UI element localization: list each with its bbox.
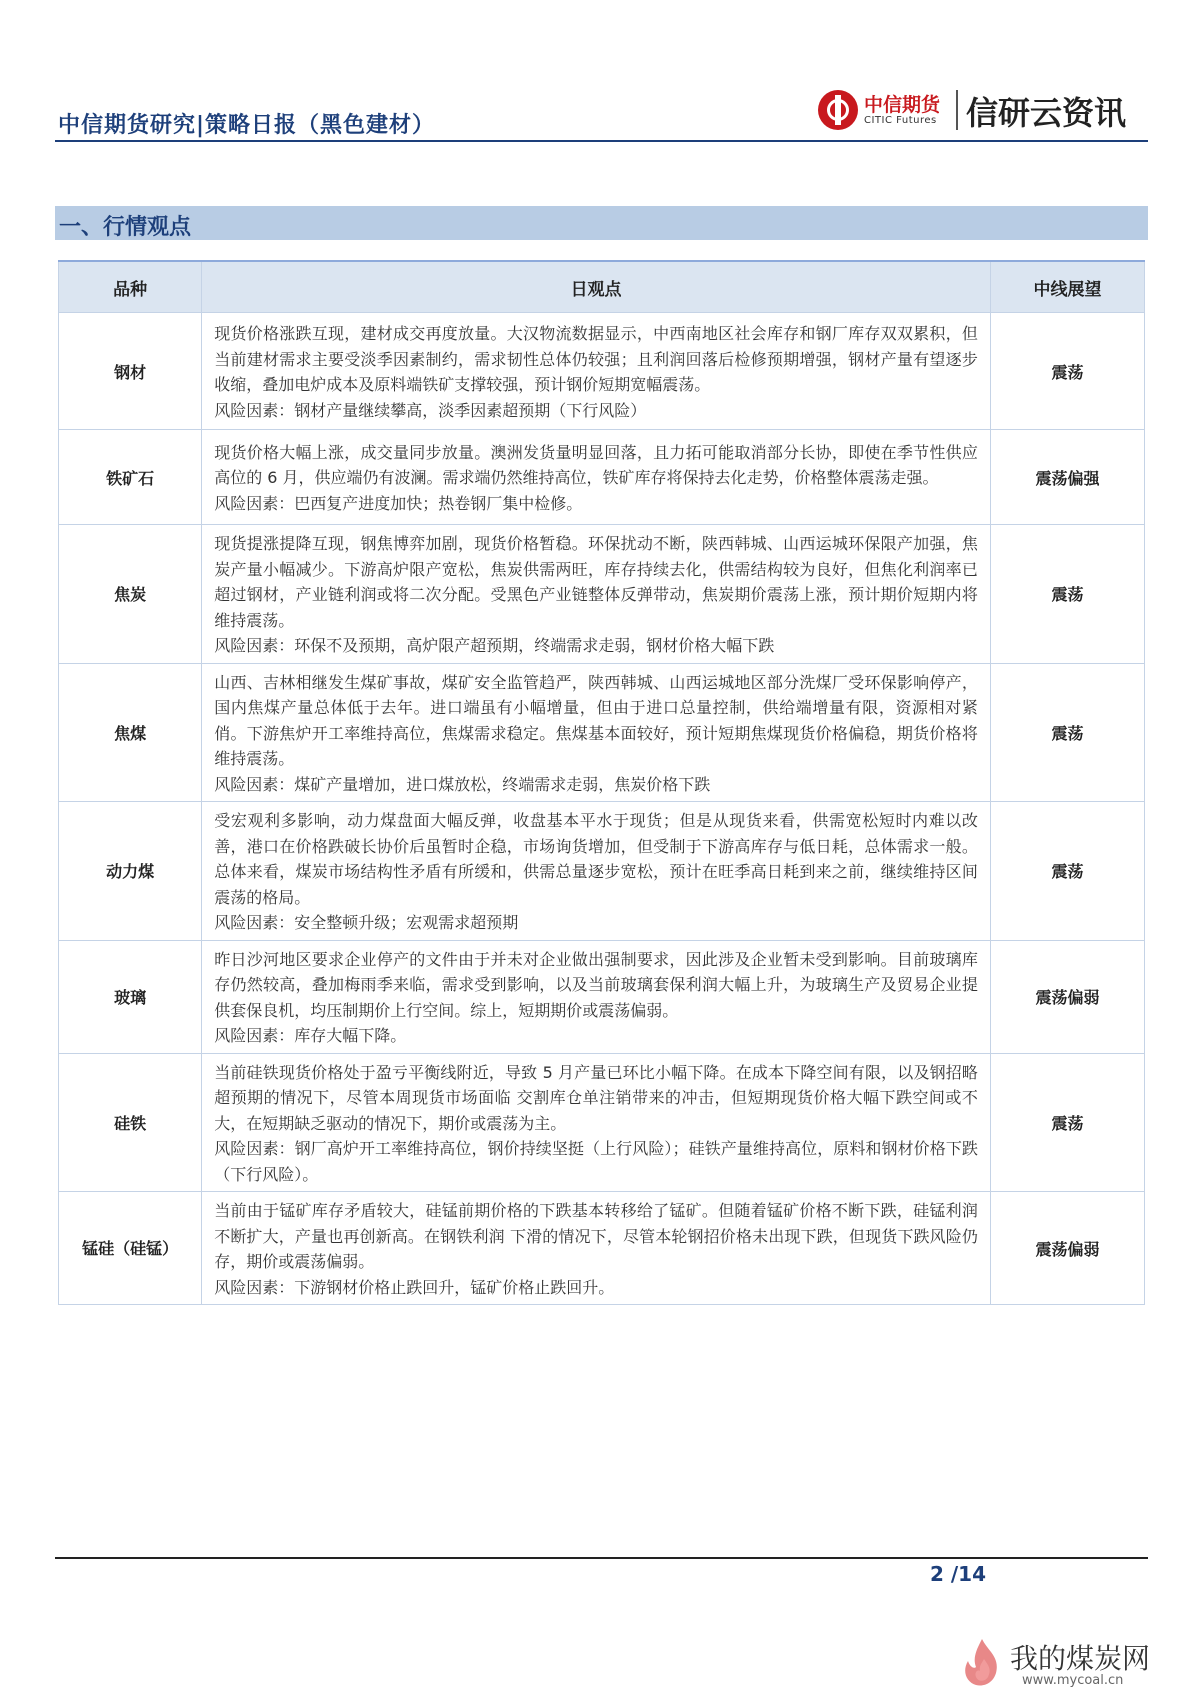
table-row xyxy=(59,430,1145,525)
row-category: 钢材 xyxy=(59,313,202,430)
header-outlook: 中线展望 xyxy=(990,261,1144,313)
view-text: 现货价格涨跌互现，建材成交再度放量。大汉物流数据显示，中西南地区社会库存和钢厂库存双双累积，但当前建材需求主要受淡季因素制约，需求韧性总体仍较强；且利润回落后检修预期增强，钢材产量有望逐步收缩，叠加电炉成本及原料端铁矿支撑较强，预计钢价短期宽幅震荡。 xyxy=(214,324,978,394)
footer-divider xyxy=(55,1557,1148,1559)
table-row xyxy=(59,1192,1145,1305)
row-view xyxy=(202,1192,991,1305)
risk-text: 风险因素：下游钢材价格止跌回升，锰矿价格止跌回升。 xyxy=(214,1277,615,1297)
row-category: 铁矿石 xyxy=(59,430,202,525)
risk-text: 风险因素：钢厂高炉开工率维持高位，钢价持续坚挺（上行风险）；硅铁产量维持高位，原料和钢材价格下跌（下行风险）。 xyxy=(214,1139,978,1184)
row-outlook: 震荡 xyxy=(990,525,1144,664)
view-text: 受宏观利多影响，动力煤盘面大幅反弹，收盘基本平水于现货；但是从现货来看，供需宽松短时内难以改善，港口在价格跌破长协价后虽暂时企稳，市场询货增加，但受制于下游高库存与低日耗，总体需求一般。总体来看，煤炭市场结构性矛盾有所缓和，供需总量逐步宽松，预计在旺季高日耗到来之前，继续维持区间震荡的格局。 xyxy=(214,811,978,907)
watermark-url: www.mycoal.cn xyxy=(1022,1673,1124,1688)
header-daily-view: 日观点 xyxy=(202,261,991,313)
risk-text: 风险因素：钢材产量继续攀高，淡季因素超预期（下行风险） xyxy=(214,400,647,420)
view-text: 现货价格大幅上涨，成交量同步放量。澳洲发货量明显回落，且力拓可能取消部分长协，即使在季节性供应高位的 6 月，供应端仍有波澜。需求端仍然维持高位，铁矿库存将保持去化走势，价格整体震荡走强。 xyxy=(214,442,978,488)
table-row xyxy=(59,802,1145,941)
flame-icon xyxy=(960,1637,1004,1689)
header-category: 品种 xyxy=(59,261,202,313)
row-category: 焦炭 xyxy=(59,525,202,664)
row-view xyxy=(202,940,991,1053)
row-category: 焦煤 xyxy=(59,663,202,802)
risk-text: 风险因素：环保不及预期，高炉限产超预期，终端需求走弱，钢材价格大幅下跌 xyxy=(214,636,775,655)
row-view xyxy=(202,525,991,664)
row-outlook: 震荡 xyxy=(990,802,1144,941)
row-outlook: 震荡偏弱 xyxy=(990,940,1144,1053)
header-title: 中信期货研究|策略日报（黑色建材） xyxy=(58,113,436,138)
view-text: 昨日沙河地区要求企业停产的文件由于并未对企业做出强制要求，因此涉及企业暂未受到影响。目前玻璃库存仍然较高，叠加梅雨季来临，需求受到影响，以及当前玻璃套保利润大幅上升，为玻璃生产及贸易企业提供套保良机，均压制期价上行空间。综上，短期期价或震荡偏弱。 xyxy=(214,949,978,1020)
risk-text: 风险因素：安全整顿升级；宏观需求超预期 xyxy=(214,913,519,932)
watermark xyxy=(960,1635,1160,1695)
market-view-table xyxy=(58,260,1145,1305)
section-title: 一、行情观点 xyxy=(59,215,192,240)
table-row xyxy=(59,525,1145,664)
risk-text: 风险因素：库存大幅下降。 xyxy=(214,1026,407,1045)
risk-text: 风险因素：煤矿产量增加，进口煤放松，终端需求走弱，焦炭价格下跌 xyxy=(214,774,711,794)
logo-cn-text: 中信期货 xyxy=(864,94,941,116)
row-outlook: 震荡 xyxy=(990,663,1144,802)
view-text: 当前硅铁现货价格处于盈亏平衡线附近，导致 5 月产量已环比小幅下降。在成本下降空间有限，以及钢招略超预期的情况下，尽管本周现货市场面临 交割库仓单注销带来的冲击，但短期现货价格大幅下跌空间或不大，在短期缺乏驱动的情况下，期价或震荡为主。 xyxy=(214,1062,978,1133)
page-number: 2 /14 xyxy=(930,1562,987,1586)
row-outlook: 震荡 xyxy=(990,1053,1144,1192)
view-text: 现货提涨提降互现，钢焦博弈加剧，现货价格暂稳。环保扰动不断，陕西韩城、山西运城环保限产加强，焦炭产量小幅减少。下游高炉限产宽松，焦炭供需两旺，库存持续去化，供需结构较为良好，但焦化利润率已超过钢材，产业链利润或将二次分配。受黑色产业链整体反弹带动，焦炭期价震荡上涨，预计期价短期内将维持震荡。 xyxy=(214,534,978,630)
row-view xyxy=(202,1053,991,1192)
table-row xyxy=(59,663,1145,802)
row-outlook: 震荡偏强 xyxy=(990,430,1144,525)
row-view xyxy=(202,663,991,802)
logo-brand-text: 信研云资讯 xyxy=(966,94,1127,132)
row-outlook: 震荡 xyxy=(990,313,1144,430)
watermark-text: 我的煤炭网 xyxy=(1010,1642,1151,1675)
table-row xyxy=(59,940,1145,1053)
table-row xyxy=(59,1053,1145,1192)
row-category: 动力煤 xyxy=(59,802,202,941)
citic-logo-icon xyxy=(818,90,858,130)
row-outlook: 震荡偏弱 xyxy=(990,1192,1144,1305)
row-view xyxy=(202,430,991,525)
table-row xyxy=(59,313,1145,430)
table-header-row xyxy=(59,261,1145,313)
citic-logo xyxy=(818,88,1148,136)
row-category: 硅铁 xyxy=(59,1053,202,1192)
risk-text: 风险因素：巴西复产进度加快；热卷钢厂集中检修。 xyxy=(214,493,583,513)
logo-en-text: CITIC Futures xyxy=(864,115,937,126)
row-view xyxy=(202,313,991,430)
logo-divider xyxy=(956,90,958,130)
row-category: 锰硅（硅锰） xyxy=(59,1192,202,1305)
row-category: 玻璃 xyxy=(59,940,202,1053)
view-text: 山西、吉林相继发生煤矿事故，煤矿安全监管趋严，陕西韩城、山西运城地区部分洗煤厂受环保影响停产，国内焦煤产量总体低于去年。进口端虽有小幅增量，但由于进口总量控制，供给端增量有限，资源相对紧俏。下游焦炉开工率维持高位，焦煤需求稳定。焦煤基本面较好，预计短期焦煤现货价格偏稳，期货价格将维持震荡。 xyxy=(214,672,978,768)
header-divider xyxy=(55,140,1148,142)
view-text: 当前由于锰矿库存矛盾较大，硅锰前期价格的下跌基本转移给了锰矿。但随着锰矿价格不断下跌，硅锰利润不断扩大，产量也再创新高。在钢铁利润 下滑的情况下，尽管本轮钢招价格未出现下跌，但现货下跌风险仍存，期价或震荡偏弱。 xyxy=(214,1201,978,1271)
row-view xyxy=(202,802,991,941)
section-header xyxy=(55,206,1148,240)
